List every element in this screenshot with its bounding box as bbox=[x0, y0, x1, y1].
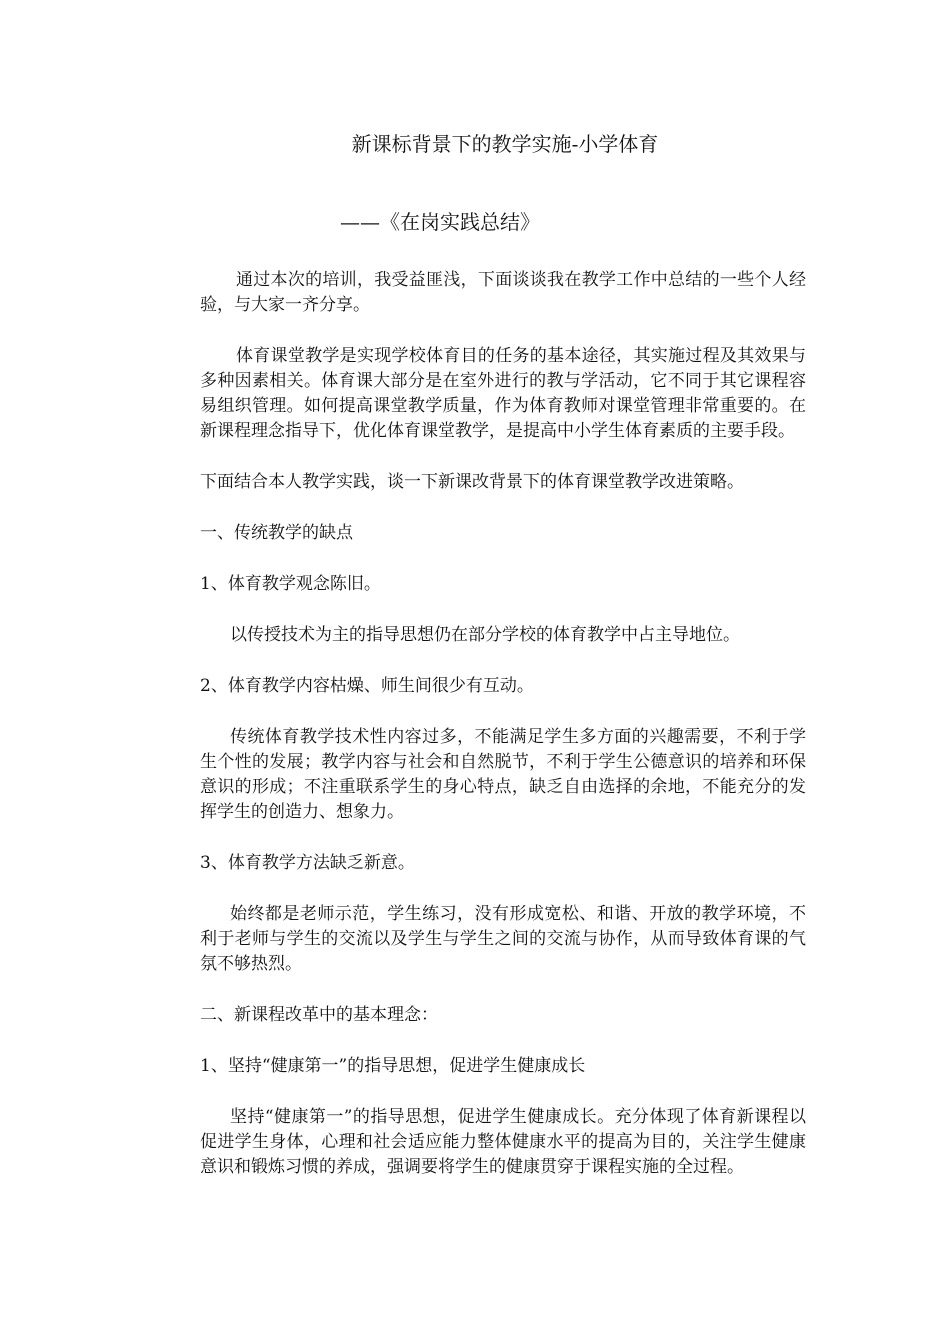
paragraph-1-2: 传统体育教学技术性内容过多，不能满足学生多方面的兴趣需要，不利于学生个性的发展；教学内容与社会和自然脱节，不利于学生公德意识的培养和环保意识的形成；不注重联系学生的身心特点，缺乏自由选择的余地，不能充分的发挥学生的创造力、想象力。 bbox=[200, 727, 806, 822]
section-heading-2: 二、新课程改革中的基本理念： bbox=[200, 1005, 438, 1025]
subheading-1-2: 2、体育教学内容枯燥、师生间很少有互动。 bbox=[200, 676, 534, 696]
document-title: 新课标背景下的教学实施-小学体育 bbox=[351, 132, 659, 156]
paragraph-strategy-intro: 下面结合本人教学实践，谈一下新课改背景下的体育课堂教学改进策略。 bbox=[200, 472, 744, 492]
paragraph-1-1: 以传授技术为主的指导思想仍在部分学校的体育教学中占主导地位。 bbox=[230, 625, 740, 645]
subheading-1-1: 1、体育教学观念陈旧。 bbox=[200, 574, 381, 594]
subheading-2-1: 1、坚持“健康第一”的指导思想，促进学生健康成长 bbox=[200, 1056, 586, 1076]
paragraph-intro: 通过本次的培训，我受益匪浅，下面谈谈我在教学工作中总结的一些个人经验，与大家一齐分享。 bbox=[200, 270, 806, 315]
section-heading-1: 一、传统教学的缺点 bbox=[200, 523, 353, 543]
document-subtitle: ——《在岗实践总结》 bbox=[340, 210, 540, 234]
paragraph-2-1: 坚持“健康第一”的指导思想，促进学生健康成长。充分体现了体育新课程以促进学生身体，心理和社会适应能力整体健康水平的提高为目的，关注学生健康意识和锻炼习惯的养成，强调要将学生的健康贯穿于课程实施的全过程。 bbox=[200, 1107, 806, 1177]
paragraph-classroom-teaching: 体育课堂教学是实现学校体育目的任务的基本途径，其实施过程及其效果与多种因素相关。体育课大部分是在室外进行的教与学活动，它不同于其它课程容易组织管理。如何提高课堂教学质量，作为体育教师对课堂管理非常重要的。在新课程理念指导下，优化体育课堂教学，是提高中小学生体育素质的主要手段。 bbox=[200, 346, 806, 441]
subheading-1-3: 3、体育教学方法缺乏新意。 bbox=[200, 853, 415, 873]
document-body bbox=[200, 268, 806, 1180]
paragraph-1-3: 始终都是老师示范，学生练习，没有形成宽松、和谐、开放的教学环境，不利于老师与学生的交流以及学生与学生之间的交流与协作，从而导致体育课的气氛不够热烈。 bbox=[200, 904, 806, 974]
